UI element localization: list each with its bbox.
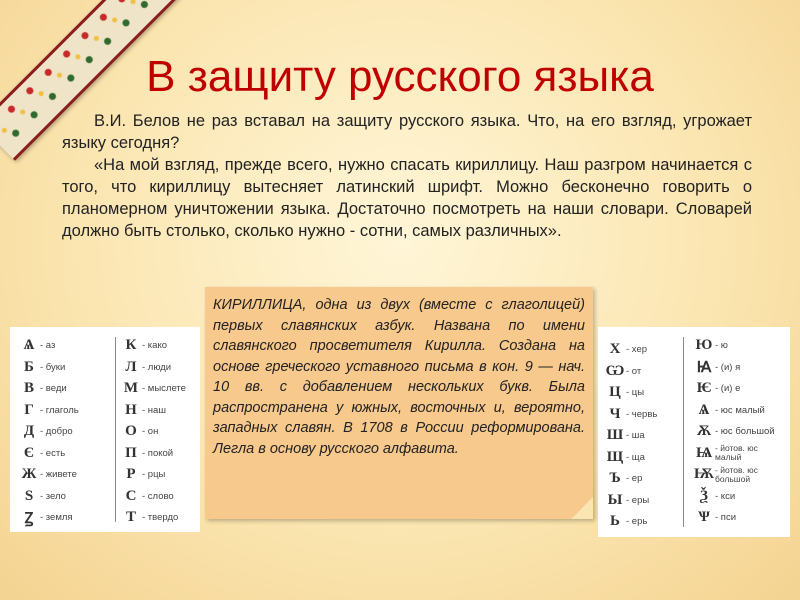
cyrillic-definition-box [205,287,593,519]
letter-glyph: Л [125,358,137,375]
letter-name: - йотов. юс большой [715,464,758,484]
definition-text: КИРИЛЛИЦА, одна из двух (вместе с глаголицей) первых славянских азбук. Названа по имени славянского просветителя Кирилла. Создана на основе греческого уставного письма в кон. 9 — нач. 10 вв. с добавлением нескольких букв. Была распространена у южных, восточных и, вероятно, западных славян. В 1708 в России реформирована. Легла в основу русского алфавита. [213,297,585,457]
letter-row [693,421,777,443]
letter-glyph: Ѡ [605,362,625,379]
letter-glyph: Т [125,509,136,526]
letter-name: - (и) я [715,361,741,373]
letter-name: - ща [626,451,645,463]
letter-name: - мыслете [142,383,186,395]
letter-row [18,378,79,400]
intro-paragraph-1: В.И. Белов не раз вставал на защиту русского языка. Что, на его взгляд, угрожает языку сегодня? [62,112,752,152]
letter-name: - глаголь [40,404,79,416]
letter-glyph: Ѩ [695,444,713,461]
letter-glyph: Ш [606,427,624,444]
alphabet-table-left [10,327,200,532]
letter-glyph: Ѭ [693,466,715,483]
alphabet-column [693,335,777,529]
letter-glyph: Ю [695,337,713,354]
letter-name: - юс малый [715,404,765,416]
letter-row [693,357,777,379]
letter-name: - червь [626,408,658,420]
letter-name: - земля [40,512,73,524]
letter-glyph: Р [126,466,136,483]
letter-glyph: Б [24,358,34,375]
letter-name: - твердо [142,512,179,524]
letter-name: - слово [142,490,174,502]
page-title: В защиту русского языка [146,52,654,101]
letter-glyph: Ѧ [698,401,710,418]
letter-name: - живете [40,469,77,481]
letter-name: - пси [715,512,737,524]
letter-row [693,443,777,465]
letter-glyph: Х [609,341,621,358]
letter-glyph: Є [23,444,35,461]
letter-name: - ерь [626,516,648,528]
letter-glyph: Ѥ [696,380,712,397]
letter-name: - ю [715,340,728,352]
letter-glyph: С [125,487,137,504]
letter-glyph: Ѱ [698,509,710,526]
fold-cover [571,497,593,519]
letter-row [18,357,79,379]
letter-glyph: П [125,444,137,461]
letter-name: - еры [626,494,650,506]
letter-name: - хер [626,344,648,356]
letter-glyph: В [23,380,34,397]
letter-row [693,400,777,422]
letter-row [18,421,79,443]
letter-row [604,382,657,404]
letter-row [693,464,777,486]
letter-row [693,378,777,400]
letter-glyph: Ѧ [23,337,35,354]
letter-glyph: Ц [609,384,621,401]
alphabet-column [604,339,657,533]
letter-glyph: О [125,423,137,440]
letter-name: - кси [715,490,736,502]
letter-name: - ша [626,430,645,442]
letter-row [604,404,657,426]
alphabet-column [18,335,79,529]
letter-name: - от [626,365,642,377]
letter-row [120,464,186,486]
letter-row [120,486,186,508]
letter-row [120,400,186,422]
letter-name: - покой [142,447,174,459]
intro-paragraph-2: «На мой взгляд, прежде всего, нужно спасать кириллицу. Наш разгром начинается с того, что кириллицу вытесняет латинский шрифт. Можно бесконечно говорить о планомерном уничтожении языка. Достаточно посмотреть на наши словари. Словарей должно быть столько, сколько нужно - сотни, самых различных». [62,156,752,240]
letter-row [18,507,79,529]
letter-row [120,421,186,443]
letter-row [693,507,777,529]
letter-row [604,339,657,361]
letter-name: - ер [626,473,643,485]
letter-glyph: Ꙗ [696,359,712,376]
letter-row [120,335,186,357]
letter-name: - (и) е [715,383,741,395]
letter-glyph: Ж [21,466,37,483]
letter-row [693,335,777,357]
letter-name: - рцы [142,469,166,481]
letter-name: - како [142,340,167,352]
letter-row [604,361,657,383]
letter-glyph: Ꙁ [24,510,34,527]
letter-row [18,464,79,486]
letter-glyph: К [125,337,137,354]
letter-name: - зело [40,490,66,502]
letter-glyph: М [123,380,139,397]
letter-name: - веди [40,383,67,395]
letter-glyph: Ѫ [696,423,712,440]
letter-name: - наш [142,404,166,416]
letter-name: - люди [142,361,172,373]
letter-row [18,335,79,357]
letter-glyph: Ь [610,513,620,530]
intro-text [62,110,752,242]
letter-glyph: Д [23,423,35,440]
letter-row [120,443,186,465]
letter-row [604,468,657,490]
letter-row [604,490,657,512]
letter-name: - йотов. юс малый [715,443,758,463]
letter-row [604,425,657,447]
letter-name: - есть [40,447,66,459]
alphabet-column [120,335,186,529]
letter-row [18,443,79,465]
letter-name: - он [142,426,159,438]
letter-row [18,486,79,508]
letter-name: - юс большой [715,426,775,438]
letter-glyph: Ы [607,491,623,508]
letter-row [120,507,186,529]
divider [115,337,116,522]
letter-glyph: Н [125,401,137,418]
letter-name: - цы [626,387,645,399]
letter-glyph: Ч [609,405,621,422]
letter-glyph: Ъ [609,470,621,487]
letter-name: - буки [40,361,66,373]
letter-glyph: Ѕ [24,487,34,504]
alphabet-table-right [598,327,790,537]
letter-glyph: Щ [606,448,624,465]
letter-row [120,378,186,400]
letter-row [604,511,657,533]
letter-row [18,400,79,422]
letter-row [120,357,186,379]
letter-glyph: Г [24,401,34,418]
letter-name: - добро [40,426,73,438]
letter-name: - аз [40,340,56,352]
letter-row [693,486,777,508]
letter-glyph: Ѯ [700,487,708,504]
divider [683,337,684,527]
letter-row [604,447,657,469]
